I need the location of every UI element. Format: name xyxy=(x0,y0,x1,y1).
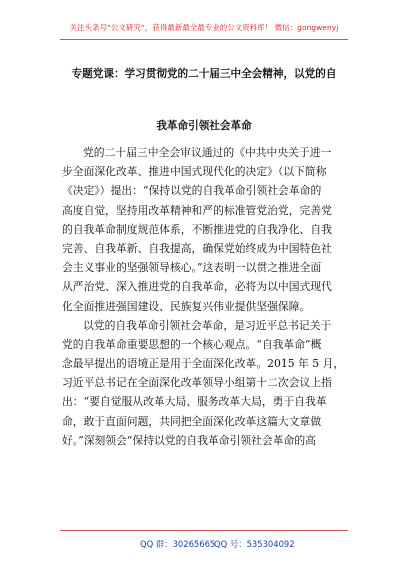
body-line: 化全面推进强国建设、民族复兴伟业提供坚强保障。 xyxy=(62,299,311,313)
footer-qq-group: QQ 群：30265665 xyxy=(140,539,216,549)
footer-divider xyxy=(60,530,348,531)
document-body xyxy=(62,143,352,450)
body-line: 以党的自我革命引领社会革命，是习近平总书记关于 xyxy=(83,318,332,332)
body-line: 念最早提出的语境正是用于全面深化改革。2015 年 5 月， xyxy=(62,357,345,371)
body-line: 《决定》）提出：“保持以党的自我革命引领社会革命的 xyxy=(62,184,322,198)
body-line: 命，敢于直面问题，共同把全面深化改革这篇大文章做 xyxy=(62,414,322,428)
document-title-line-1: 专题党课：学习贯彻党的二十届三中全会精神，以党的自 xyxy=(71,68,337,80)
footer xyxy=(0,538,408,552)
body-line: 会主义事业的坚强领导核心。”这表明一以贯之推进全面 xyxy=(62,261,322,275)
header-divider xyxy=(60,39,348,40)
footer-qq-number: QQ 号：535304092 xyxy=(214,539,295,549)
body-line: 完善、自我革新、自我提高，确保党始终成为中国特色社 xyxy=(62,241,332,255)
body-line: 出：“要自觉服从改革大局、服务改革大局，勇于自我革 xyxy=(62,395,327,409)
body-line: 党的自我革命重要思想的一个核心观点。“自我革命”概 xyxy=(62,337,322,351)
document-title-line-2: 我革命引领社会革命 xyxy=(156,120,252,132)
body-line: 从严治党、深入推进党的自我革命，必将为以中国式现代 xyxy=(62,280,332,294)
body-line: 习近平总书记在全面深化改革领导小组第十二次会议上指 xyxy=(62,376,332,390)
body-line: 高度自觉，坚持用改革精神和严的标准管党治党，完善党 xyxy=(62,203,332,217)
header-banner: 关注头条号“公文研究”，获得最新最全最专业的公文资料库！ 微信：gongwenyj xyxy=(69,23,339,32)
body-line: 党的二十届三中全会审议通过的《中共中央关于进一 xyxy=(83,146,332,159)
body-line: 步全面深化改革、推进中国式现代化的决定》（以下简称 xyxy=(62,165,327,179)
body-line: 好。”深刻领会“保持以党的自我革命引领社会革命的高 xyxy=(62,433,316,447)
body-line: 的自我革命制度规范体系，不断推进党的自我净化、自我 xyxy=(62,222,332,236)
